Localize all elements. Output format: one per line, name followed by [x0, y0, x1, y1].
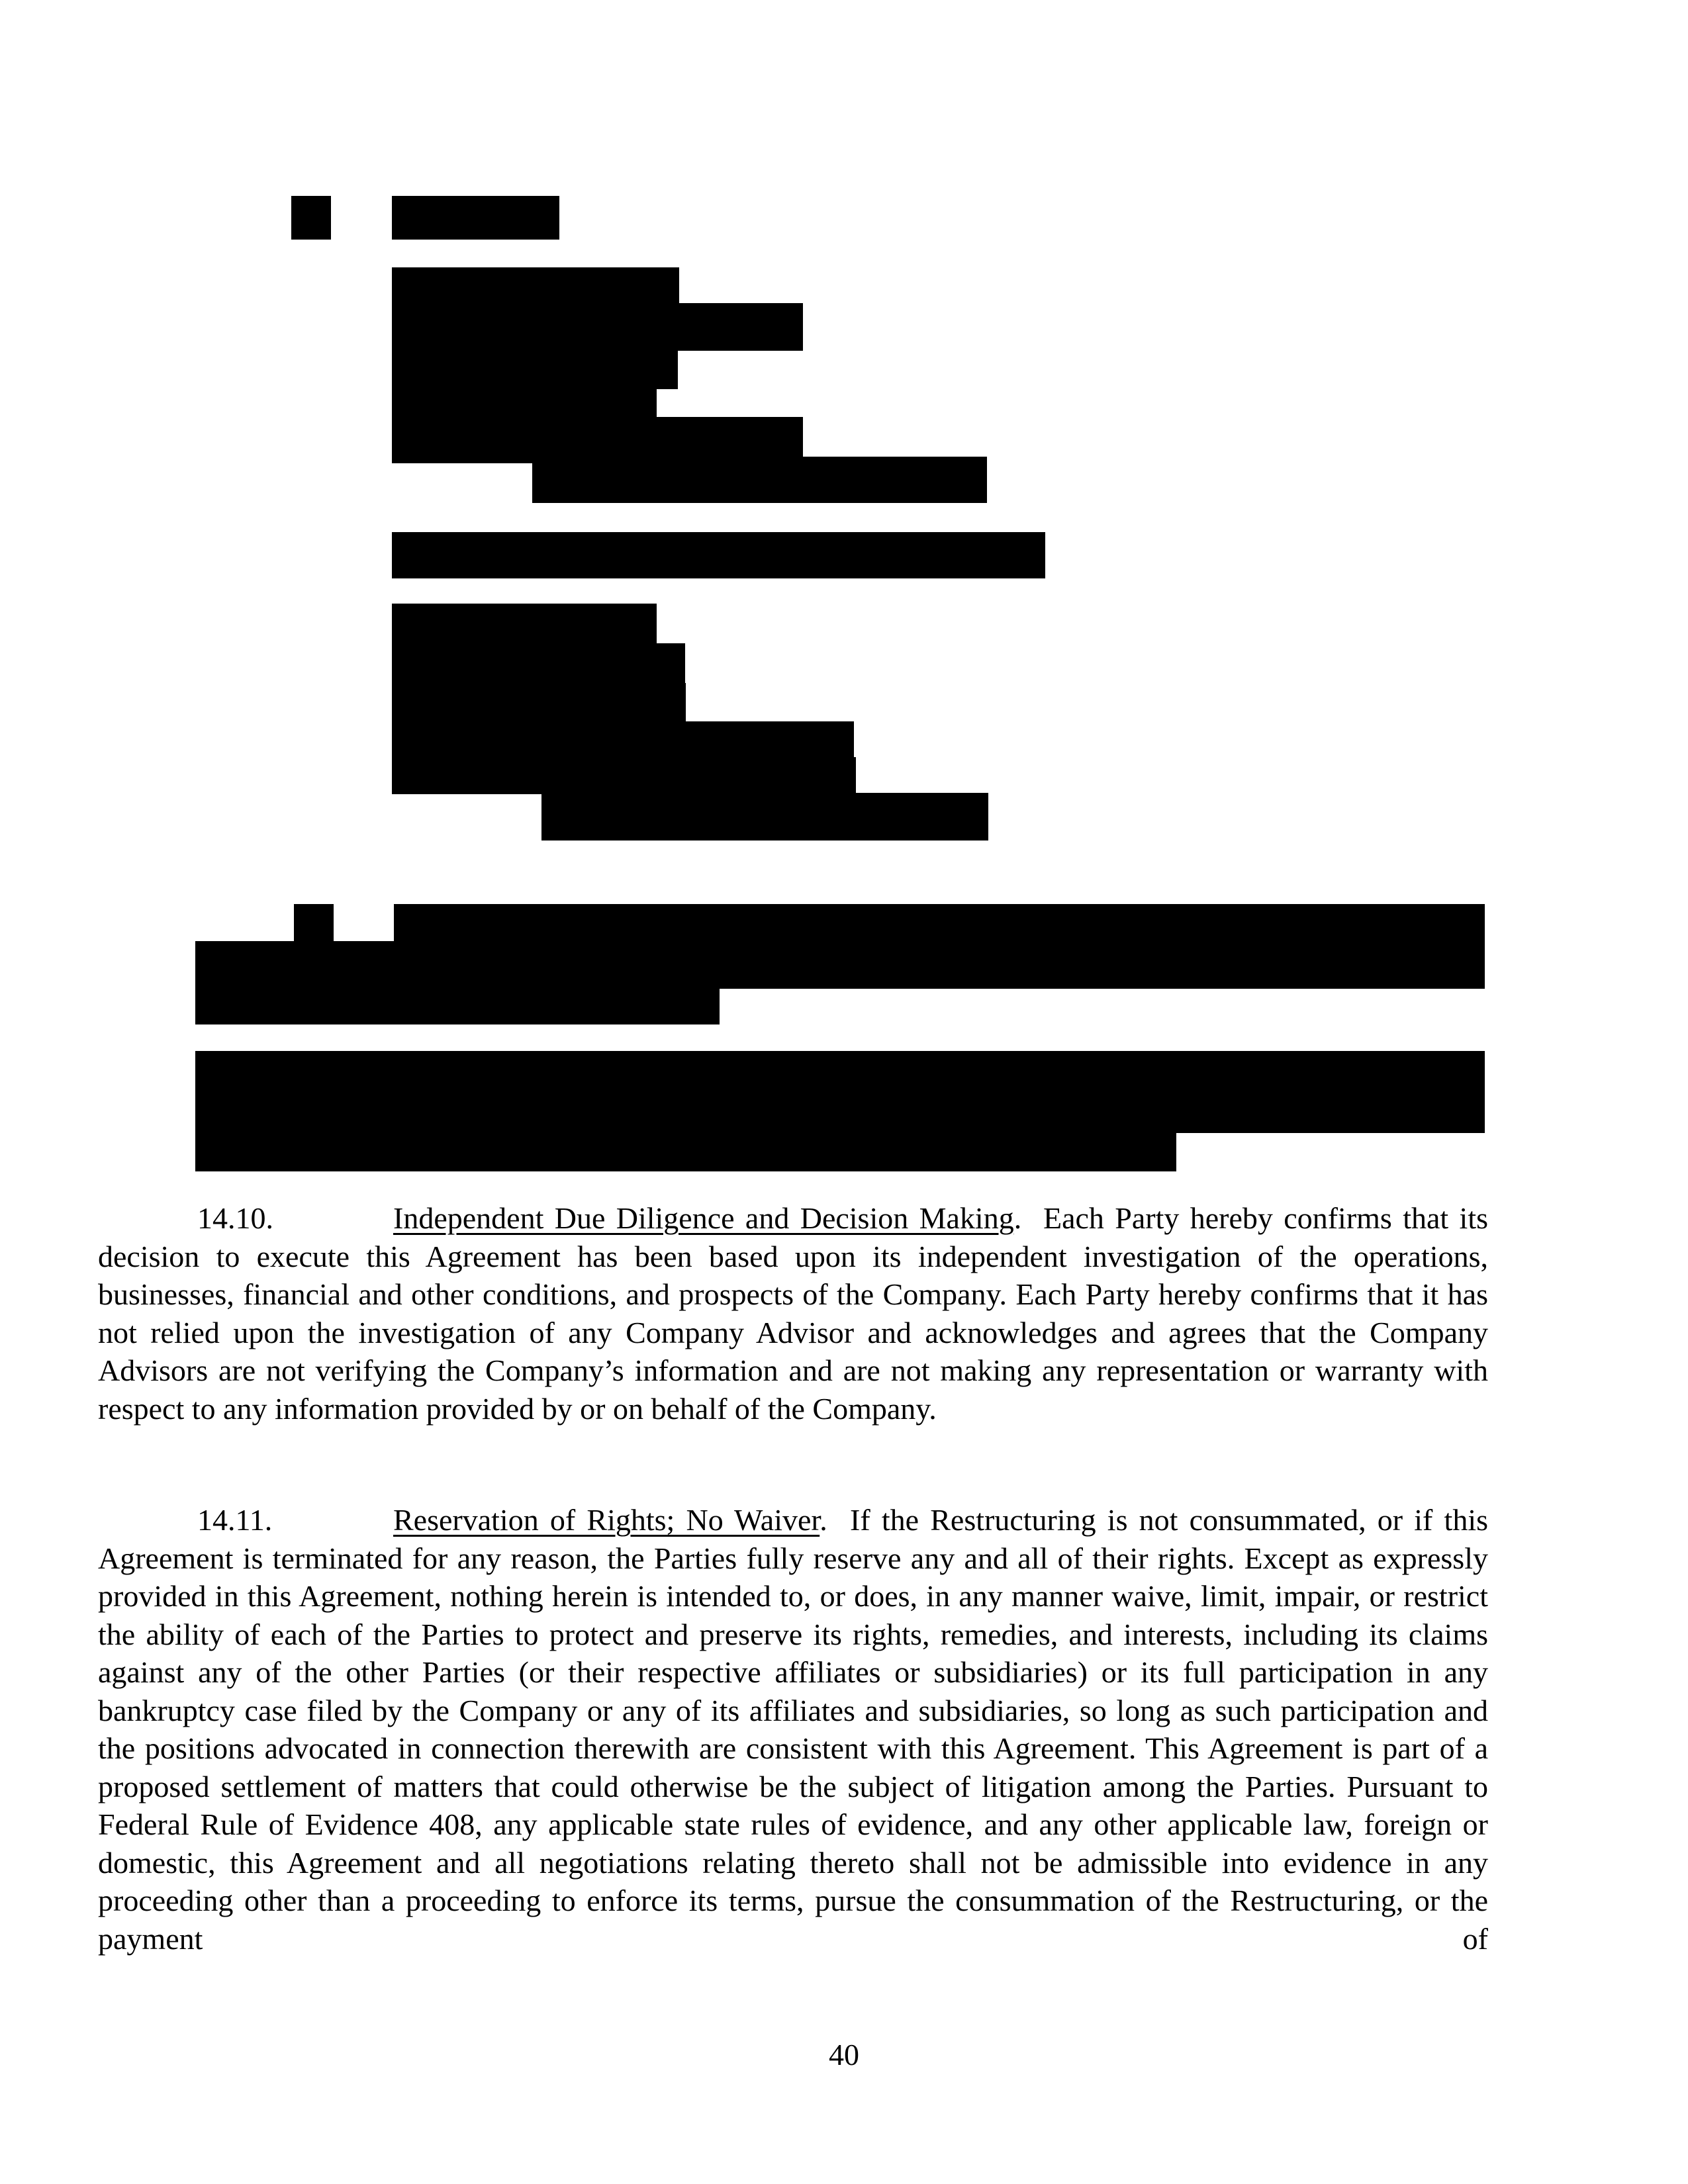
section-number: 14.11.: [197, 1503, 273, 1537]
section-heading-punctuation: .: [1013, 1201, 1022, 1235]
redaction-block: [541, 793, 988, 841]
redaction-block: [195, 1130, 1176, 1171]
redaction-block: [195, 986, 720, 1024]
redaction-block: [294, 904, 334, 942]
section-heading: Reservation of Rights; No Waiver: [393, 1503, 820, 1537]
redaction-block: [532, 457, 987, 503]
redaction-block: [392, 683, 686, 723]
redaction-block: [392, 721, 854, 758]
redaction-block: [392, 196, 559, 240]
redaction-block: [392, 349, 678, 389]
section-body: If the Restructuring is not consummated, or if this Agreement is terminated for any reason, the Parties fully reserve any and all of their rights. Except as expressly provided in this Agreement, nothing herein is intended to, or does, in any manner waive, limit, impair, or restrict the ability of each of the Parties to protect and preserve its rights, remedies, and interests, including its claims against any of the other Parties (or their respective affiliates or subsidiaries) or its full participation in any bankruptcy case filed by the Company or any of its affiliates and subsidiaries, so long as such participation and the positions advocated in connection therewith are consistent with this Agreement. This Agreement is part of a proposed settlement of matters that could otherwise be the subject of litigation among the Parties. Pursuant to Federal Rule of Evidence 408, any applicable state rules of evidence, and any other applicable law, foreign or domestic, this Agreement and all negotiations relating thereto shall not be admissible into evidence in any proceeding other than a proceeding to enforce its terms, pursue the consummation of the Restructuring, or the payment of: [98, 1503, 1489, 1956]
section-number: 14.10.: [197, 1201, 273, 1235]
redaction-block: [392, 303, 803, 351]
redaction-block: [392, 604, 657, 645]
section-14-10-paragraph: [98, 1199, 1488, 1428]
redaction-block: [195, 1051, 1485, 1133]
redaction-block: [392, 532, 1045, 578]
redaction-block: [392, 643, 685, 684]
section-heading: Independent Due Diligence and Decision Making: [393, 1201, 1014, 1235]
page-number: 40: [829, 2038, 859, 2071]
redaction-block: [291, 196, 331, 240]
section-heading-punctuation: .: [820, 1503, 827, 1537]
redaction-block: [392, 267, 679, 304]
section-14-11-paragraph: [98, 1501, 1488, 1958]
redaction-block: [392, 757, 856, 794]
redaction-block: [392, 388, 657, 418]
section-body: Each Party hereby confirms that its decision to execute this Agreement has been based upon its independent investigation of the operations, businesses, financial and other conditions, and prospects of the Company. Each Party hereby confirms that it has not relied upon the investigation of any Company Advisor and acknowledges and agrees that the Company Advisors are not verifying the Company’s information and are not making any representation or warranty with respect to any information provided by or on behalf of the Company.: [98, 1201, 1489, 1426]
redaction-block: [195, 941, 1485, 989]
